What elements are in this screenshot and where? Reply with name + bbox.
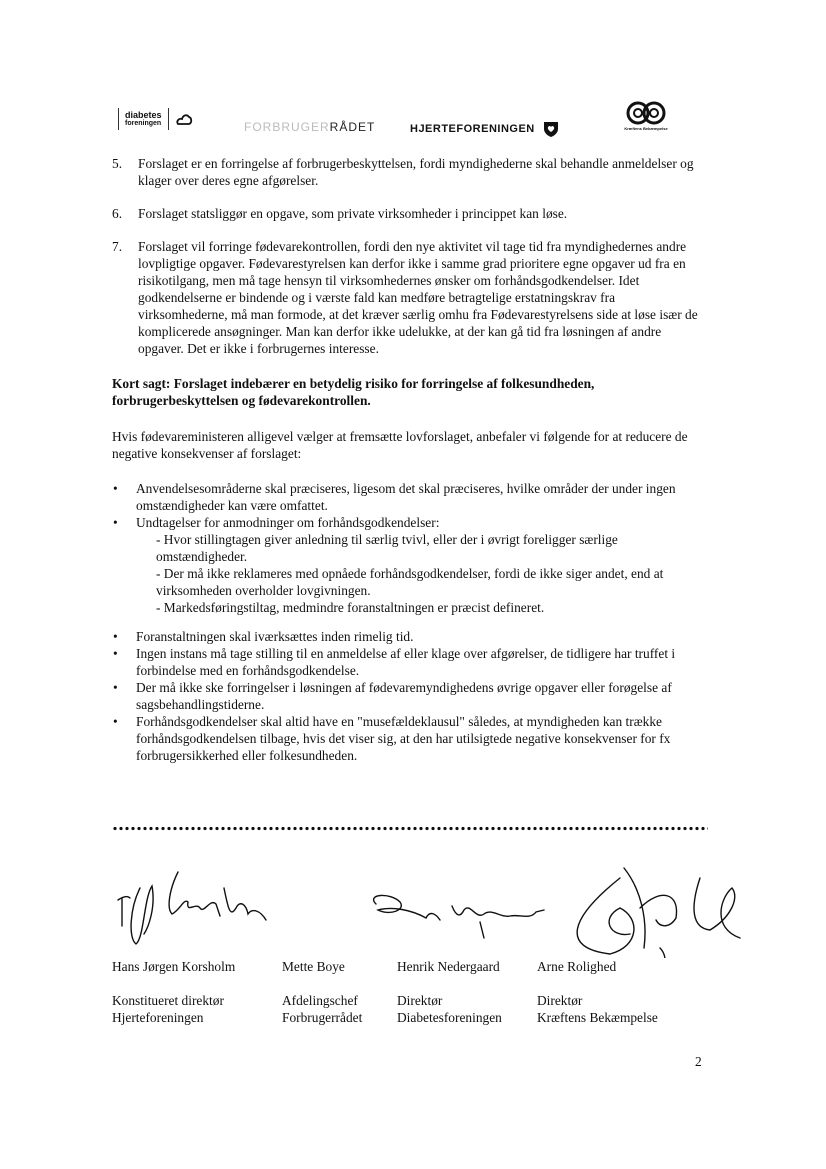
- list-item-text: Undtagelser for anmodninger om forhåndsgodkendelser:: [136, 515, 440, 530]
- bullet-icon: •: [113, 481, 118, 496]
- recommendation-list: [112, 480, 702, 531]
- handwritten-signatures: [100, 858, 760, 958]
- diabetes-logo-line1: diabetes: [125, 110, 162, 120]
- signer-name: Hans Jørgen Korsholm: [112, 959, 236, 974]
- list-item: [112, 713, 702, 764]
- hjerteforeningen-logo: [410, 120, 559, 138]
- kraeftens-rings-icon: [624, 100, 668, 126]
- numbered-item: [112, 155, 702, 189]
- letter-body: [112, 155, 702, 764]
- signer-boye: [282, 958, 362, 1026]
- bullet-icon: •: [113, 515, 118, 530]
- signer-name: Arne Rolighed: [537, 959, 617, 974]
- list-item: [112, 514, 702, 531]
- signer-name: Henrik Nedergaard: [397, 959, 500, 974]
- item-number: 7.: [112, 239, 123, 254]
- list-item: [112, 645, 702, 679]
- signer-nedergaard: [397, 958, 502, 1026]
- dotted-divider: [112, 826, 708, 831]
- recommendation-list: [112, 628, 702, 764]
- summary-statement: Kort sagt: Forslaget indebærer en betydelig risiko for forringelse af folkesundheden, forbrugerbeskyttelsen og fødevarekontrollen.: [112, 376, 595, 408]
- signer-org: Hjerteforeningen: [112, 1010, 204, 1025]
- diabetes-drop-icon: [175, 111, 193, 127]
- header-logos: [118, 104, 693, 140]
- forbrugerraadet-logo: [244, 120, 375, 134]
- forbrugerraadet-logo-dark: RÅDET: [329, 120, 376, 134]
- diabetesforeningen-logo: [118, 108, 193, 130]
- item-text: Forslaget er en forringelse af forbrugerbeskyttelsen, fordi myndighederne skal behandle anmeldelser og klager over deres egne afgørelser.: [138, 156, 694, 188]
- sub-list-item: - Der må ikke reklameres med opnåede forhåndsgodkendelser, fordi de ikke siger andet, end at virksomheden overholder lovgivningen.: [156, 566, 664, 598]
- recommendation-intro: Hvis fødevareministeren alligevel vælger at fremsætte lovforslaget, anbefaler vi følgende for at reducere de negative konsekvenser af forslaget:: [112, 429, 688, 461]
- heart-shield-icon: [543, 120, 559, 138]
- bullet-icon: •: [113, 629, 118, 644]
- item-text: Forslaget statsliggør en opgave, som private virksomheder i princippet kan løse.: [138, 206, 568, 221]
- signer-title: Direktør: [397, 993, 443, 1008]
- list-item: [112, 628, 702, 645]
- hjerteforeningen-logo-text: HJERTEFORENINGEN: [410, 123, 535, 135]
- bullet-icon: •: [113, 646, 118, 661]
- numbered-item: [112, 205, 702, 222]
- signer-org: Diabetesforeningen: [397, 1010, 502, 1025]
- list-item: [112, 679, 702, 713]
- bullet-icon: •: [113, 680, 118, 695]
- list-item-text: Ingen instans må tage stilling til en anmeldelse af eller klage over afgørelser, de tidligere har truffet i forbindelse med en forhåndsgodkendelse.: [136, 646, 676, 678]
- bullet-icon: •: [113, 714, 118, 729]
- list-item-text: Forhåndsgodkendelser skal altid have en "musefældeklausul" således, at myndigheden kan trække forhåndsgodkendelsen tilbage, hvis det viser sig, at den har utilsigtede negative konsekvenser for fx forbrugersikkerhed eller folkesundheden.: [136, 714, 671, 763]
- item-number: 6.: [112, 206, 123, 221]
- kraeftens-bekaempelse-logo: [606, 100, 686, 131]
- kraeftens-logo-caption: Kræftens Bekæmpelse: [624, 126, 668, 131]
- forbrugerraadet-logo-faded: FORBRUGER: [244, 120, 330, 134]
- signer-korsholm: [112, 958, 235, 1026]
- signer-title: Afdelingschef: [282, 993, 358, 1008]
- sub-list-item: - Markedsføringstiltag, medmindre foranstaltningen er præcist defineret.: [156, 600, 545, 615]
- list-item: [112, 480, 702, 514]
- list-item-text: Anvendelsesområderne skal præciseres, ligesom det skal præciseres, hvilke områder der under ingen omstændigheder kan være omfattet.: [136, 481, 676, 513]
- list-item-text: Foranstaltningen skal iværksættes inden rimelig tid.: [136, 629, 414, 644]
- signer-org: Kræftens Bekæmpelse: [537, 1010, 658, 1025]
- page-number: 2: [695, 1054, 702, 1069]
- signer-title: Direktør: [537, 993, 583, 1008]
- item-text: Forslaget vil forringe fødevarekontrollen, fordi den nye aktivitet vil tage tid fra myndighedernes andre lovpligtige opgaver. Fødevarestyrelsen kan derfor ikke i samme grad prioritere egne opgaver ud fra en risikotilgang, men må tage hensyn til virksomhedernes ønsker om forhåndsgodkendelser. Idet godkendelserne er bindende og i værste fald kan medføre betragtelige erstatningskrav fra virksomhederne, må man formode, at det kræver særlig omhu fra Fødevarestyrelsens side at løse især de komplicerede ansøgninger. Man kan derfor ikke udelukke, at der kan gå tid fra løsningen af andre opgaver. Det er ikke i forbrugernes interesse.: [138, 239, 698, 356]
- item-number: 5.: [112, 156, 123, 171]
- signer-org: Forbrugerrådet: [282, 1010, 363, 1025]
- sub-list-item: - Hvor stillingtagen giver anledning til særlig tvivl, eller der i øvrigt foreligger særlige omstændigheder.: [156, 532, 618, 564]
- logo-divider: [118, 108, 119, 130]
- signer-rolighed: [537, 958, 658, 1026]
- signer-title: Konstitueret direktør: [112, 993, 224, 1008]
- signer-name: Mette Boye: [282, 959, 345, 974]
- logo-divider: [168, 108, 169, 130]
- list-item-text: Der må ikke ske forringelser i løsningen af fødevaremyndighedens øvrige opgaver eller forøgelse af sagsbehandlingstiderne.: [136, 680, 672, 712]
- signature-boye-nedergaard: [374, 895, 544, 938]
- signature-rolighed: [577, 868, 740, 958]
- signature-korsholm: [118, 872, 266, 944]
- numbered-item: [112, 238, 702, 357]
- diabetes-logo-line2: foreningen: [125, 120, 162, 127]
